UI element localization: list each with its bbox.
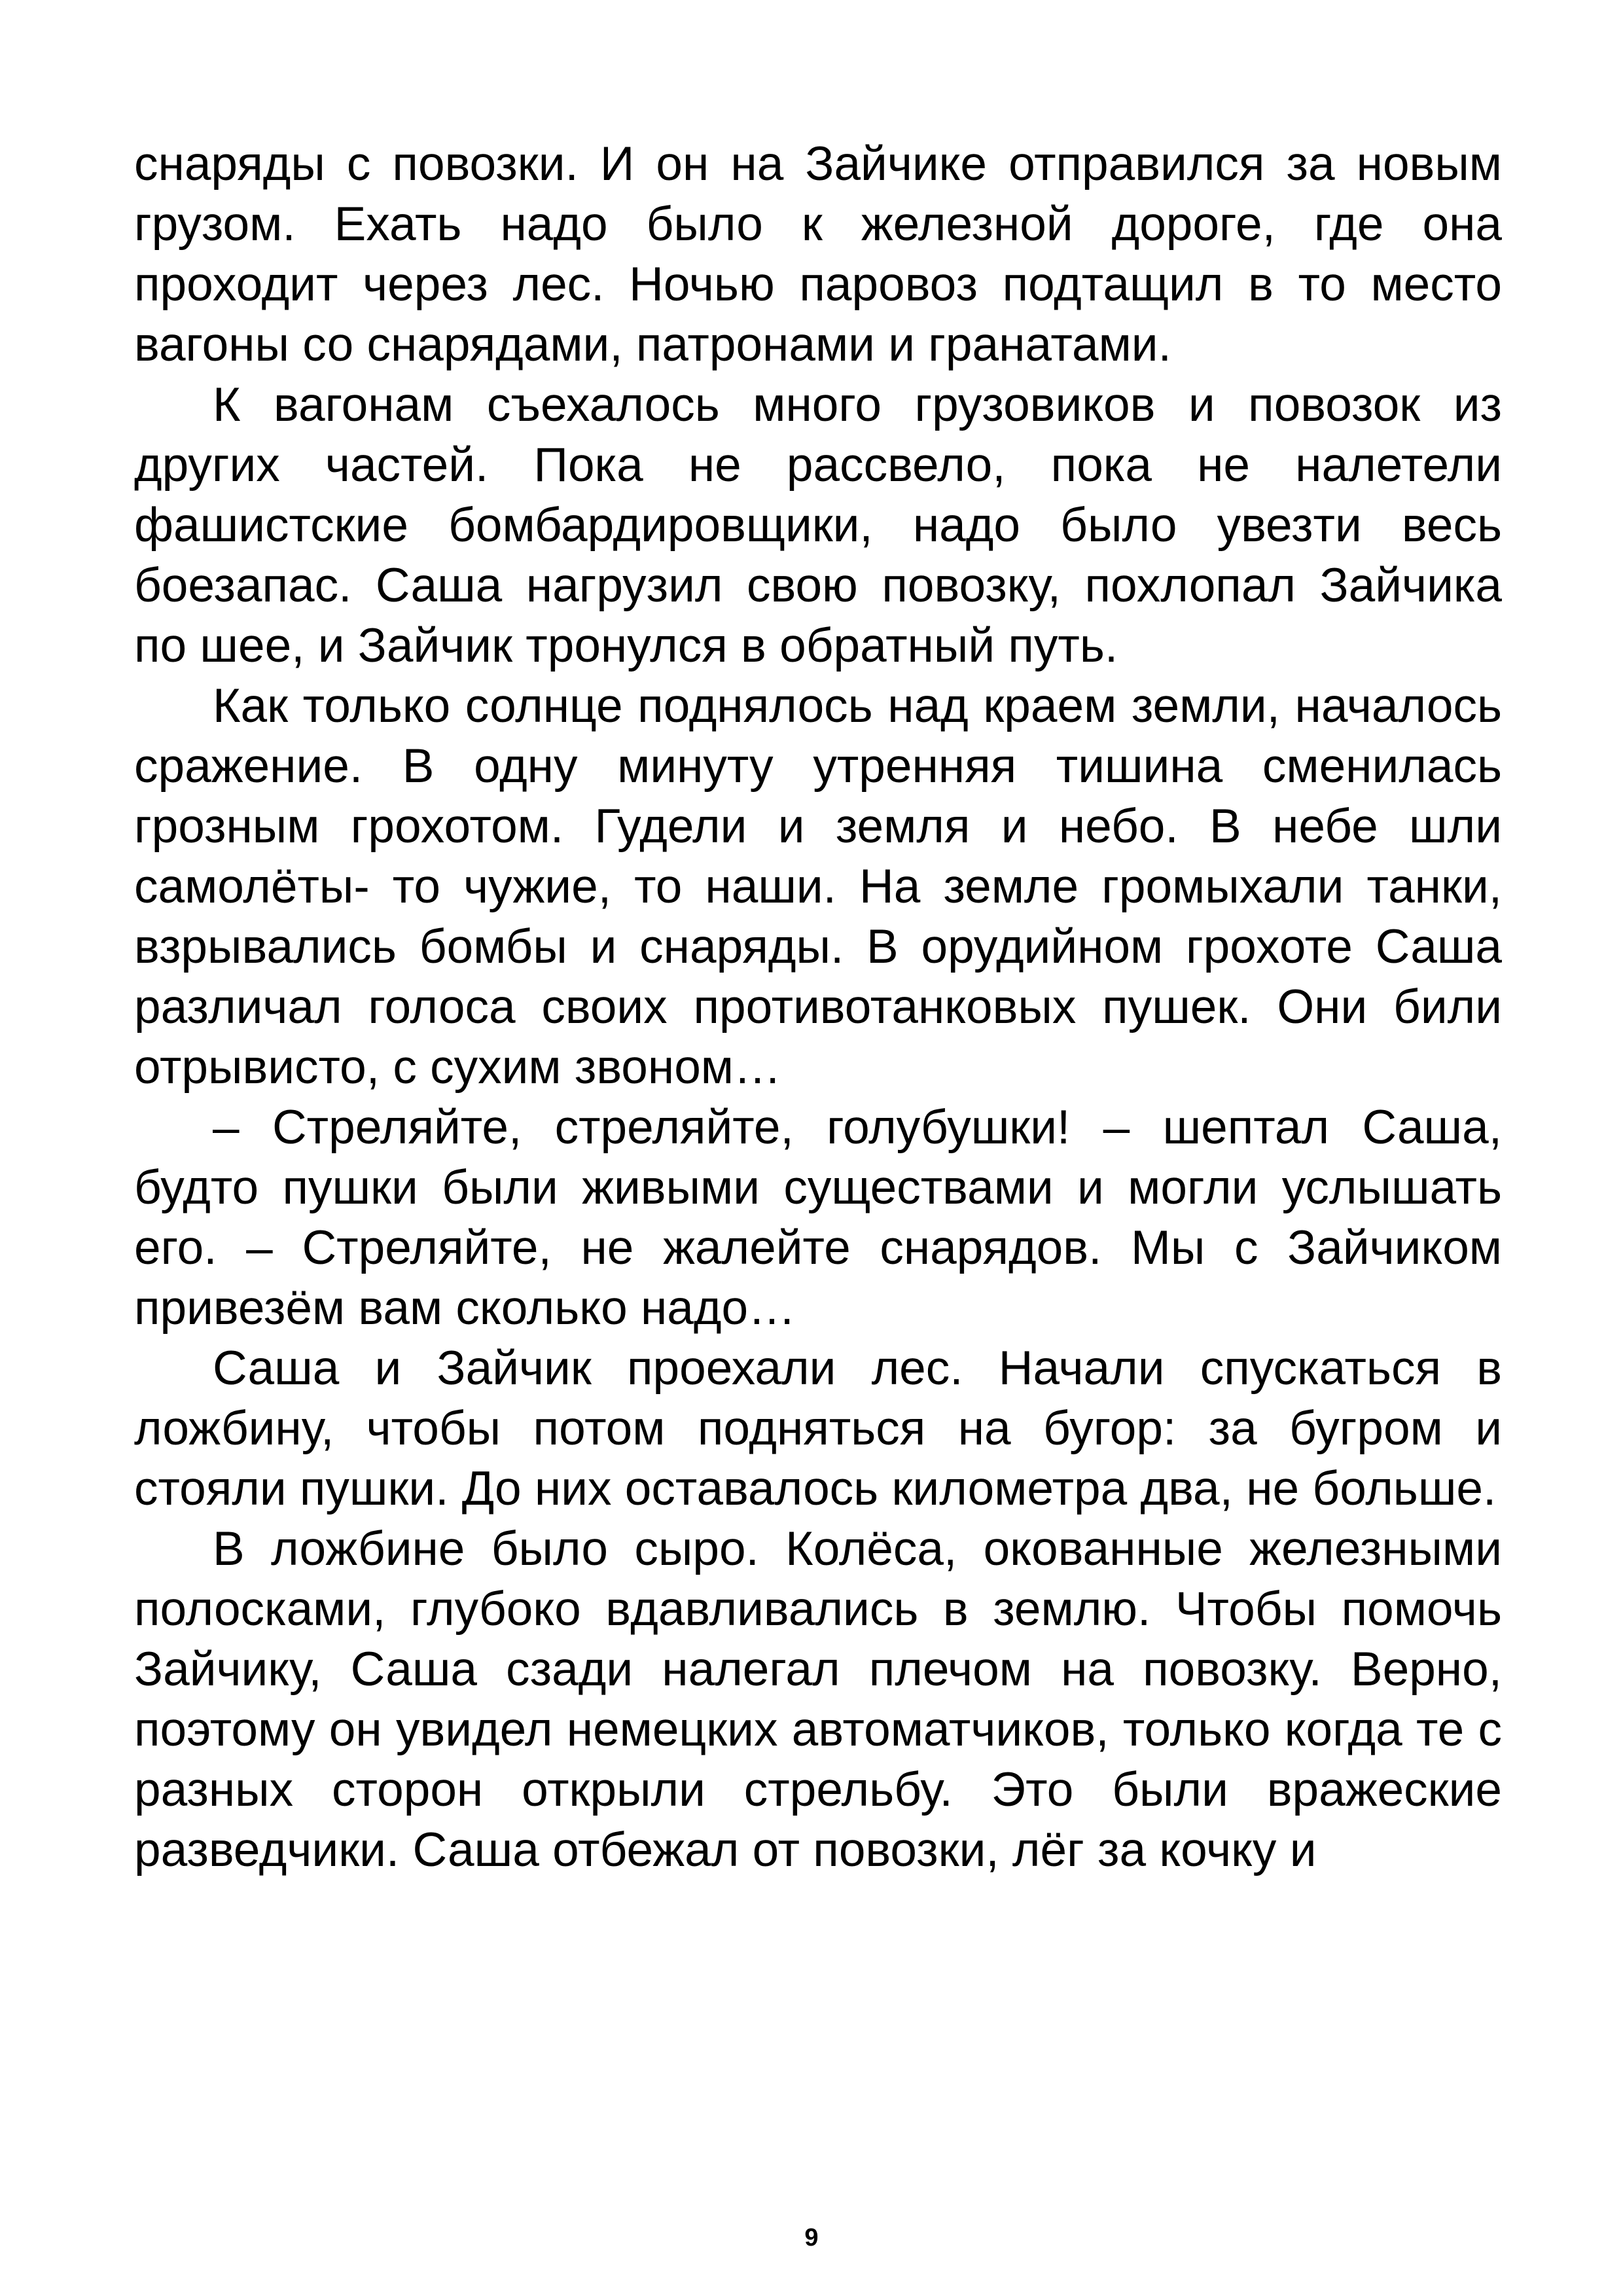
paragraph-3: Как только солнце поднялось над краем земли, началось сражение. В одну минуту утренняя тишина сменилась грозным грохотом. Гудели и земля и небо. В небе шли самолёты- то чужие, то наши. На земле громыхали танки, взрывались бомбы и снаряды. В орудийном грохоте Саша различал голоса своих противотанковых пушек. Они били отрывисто, с сухим звоном… [134,679,1502,1094]
paragraph-4: – Стреляйте, стреляйте, голубушки! – шептал Саша, будто пушки были живыми существами и могли услышать его. – Стреляйте, не жалейте снарядов. Мы с Зайчиком привезём вам сколько надо… [134,1101,1502,1335]
page-body [134,134,1502,1880]
paragraph-5: Саша и Зайчик проехали лес. Начали спускаться в ложбину, чтобы потом подняться на бугор: за бугром и стояли пушки. До них оставалось километра два, не больше. [134,1342,1502,1515]
page-number: 9 [804,2224,819,2251]
paragraph-1: снаряды с повозки. И он на Зайчике отправился за новым грузом. Ехать надо было к железной дороге, где она проходит через лес. Ночью паровоз подтащил в то место вагоны со снарядами, патронами и гранатами. [134,137,1502,371]
paragraph-6: В ложбине было сыро. Колёса, окованные железными полосками, глубоко вдавливались в землю. Чтобы помочь Зайчику, Саша сзади налегал плечом на повозку. Верно, поэтому он увидел немецких автоматчиков, только когда те с разных сторон открыли стрельбу. Это были вражеские разведчики. Саша отбежал от повозки, лёг за кочку и [134,1522,1502,1876]
paragraph-2: К вагонам съехалось много грузовиков и повозок из других частей. Пока не рассвело, пока не налетели фашистские бомбардировщики, надо было увезти весь боезапас. Саша нагрузил свою повозку, похлопал Зайчика по шее, и Зайчик тронулся в обратный путь. [134,378,1502,672]
